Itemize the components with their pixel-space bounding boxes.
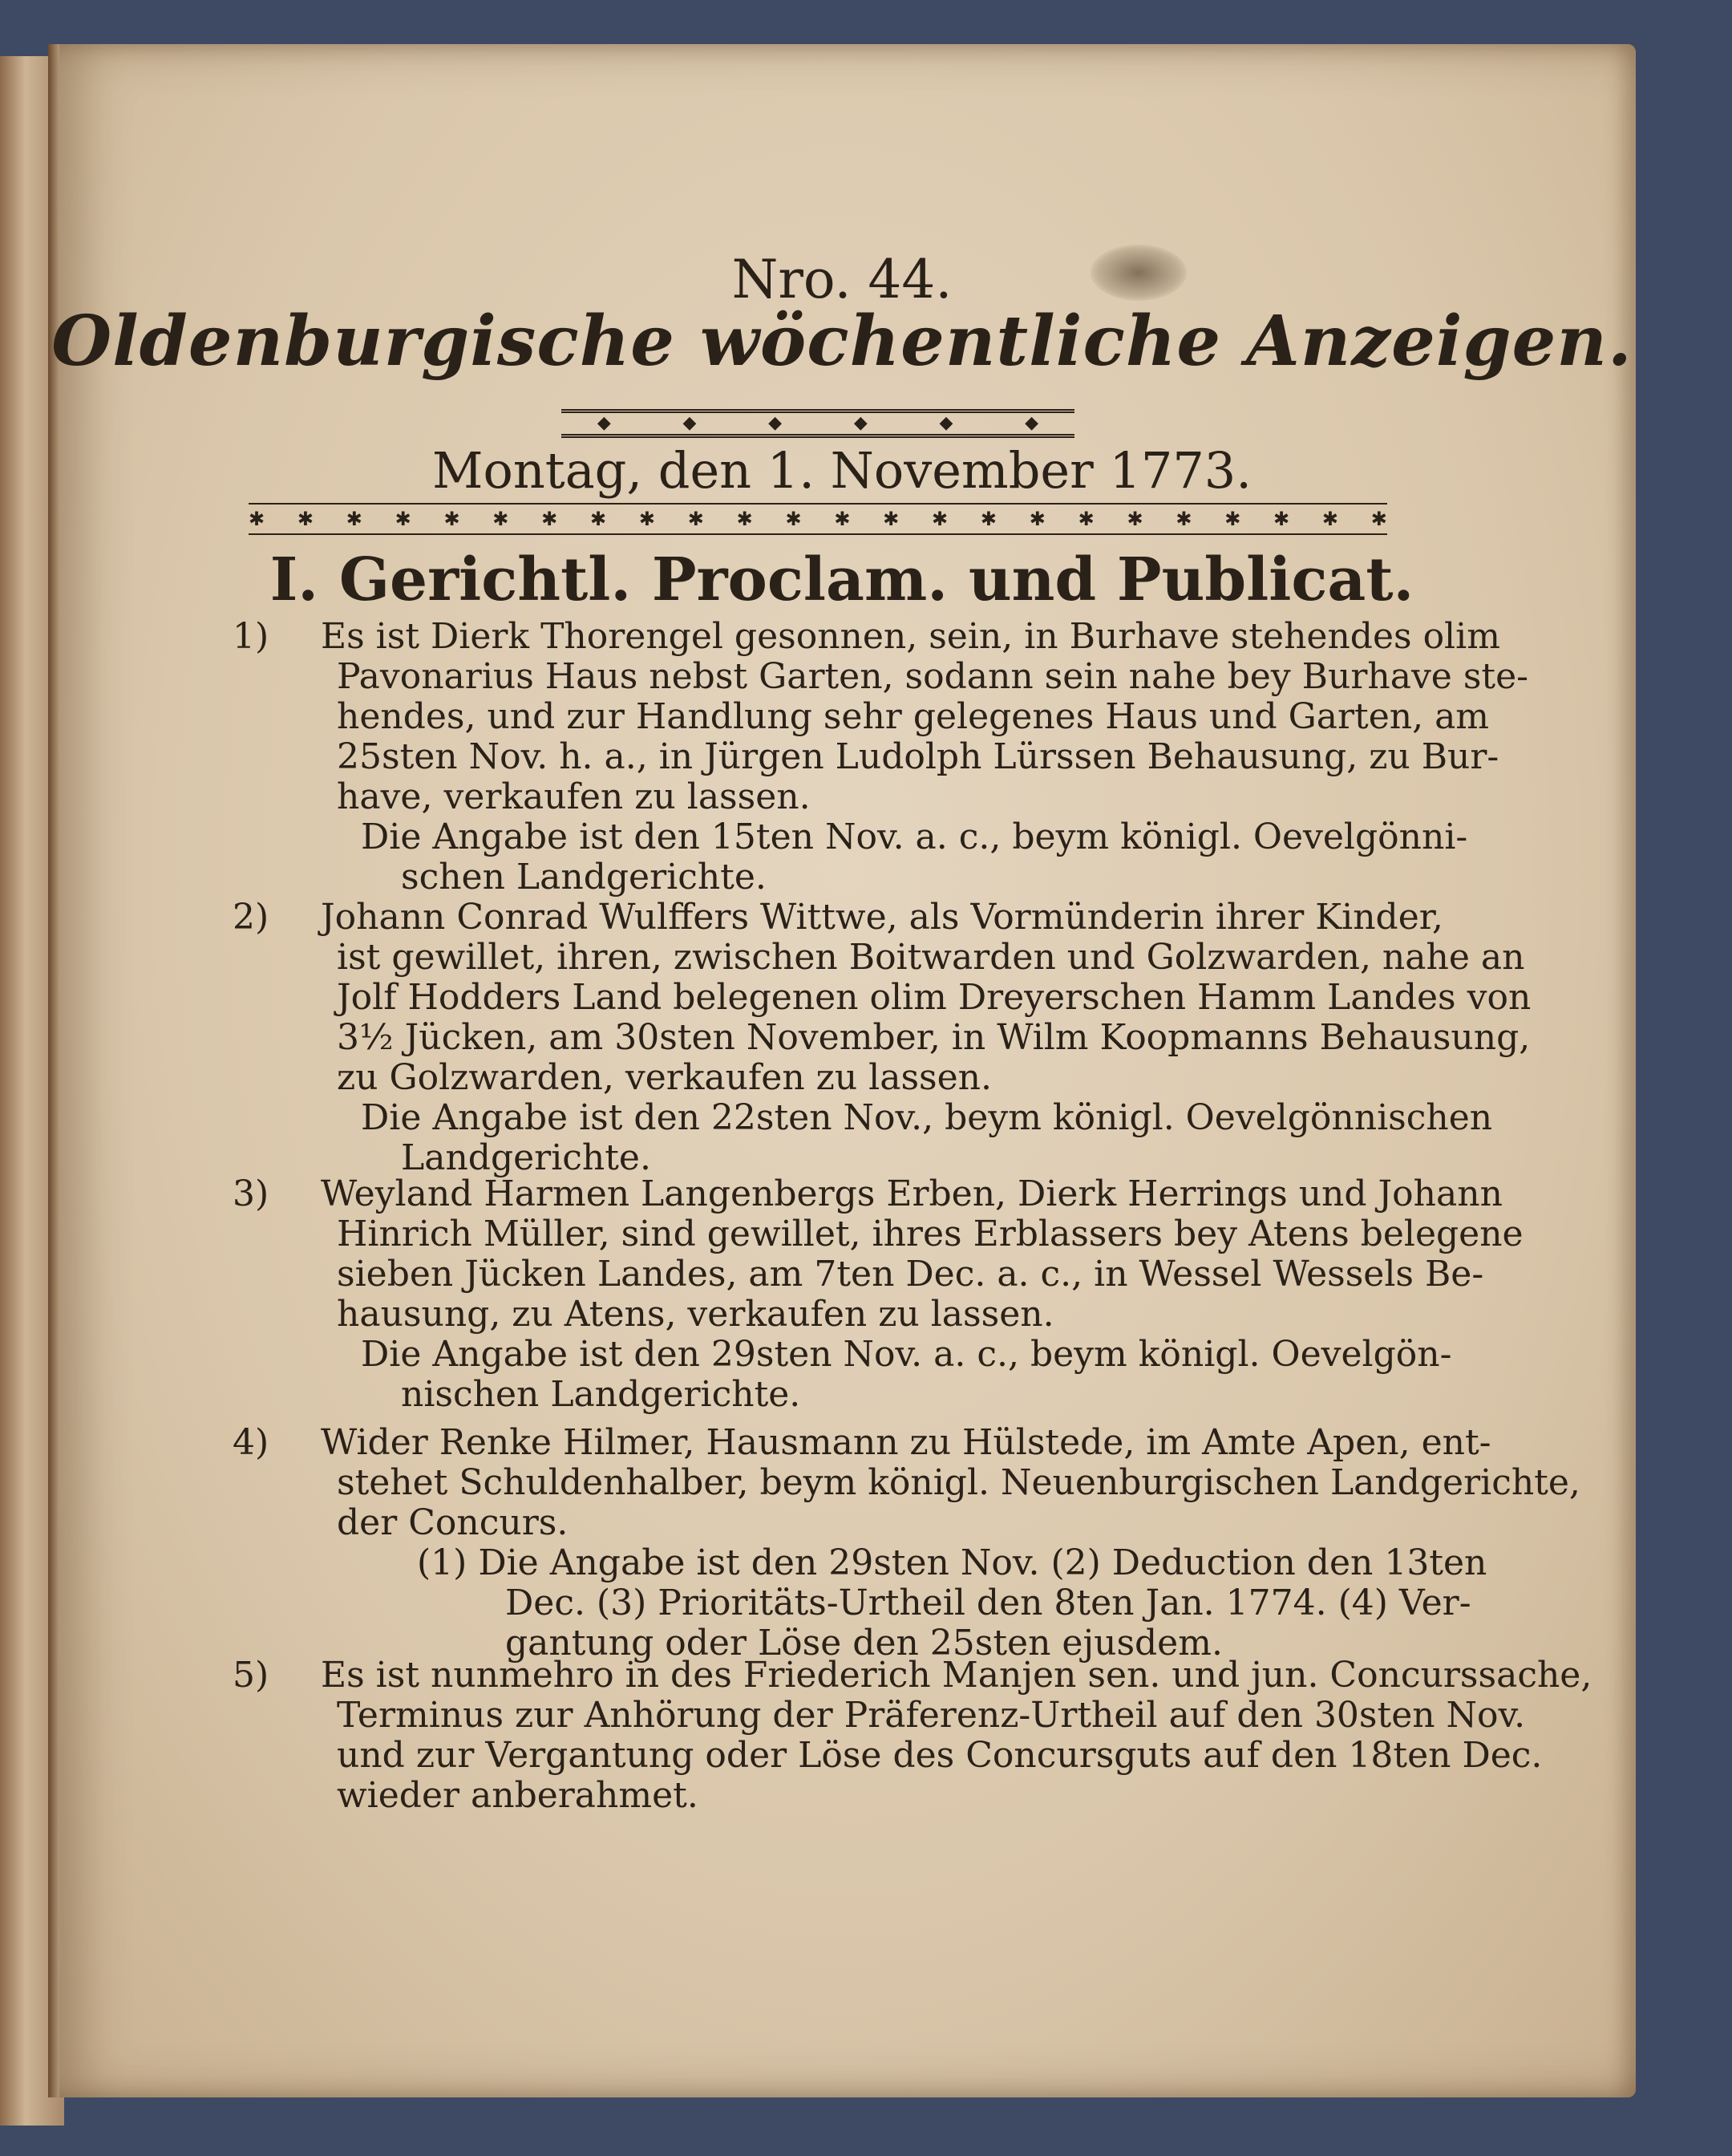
entry-line: Es ist Dierk Thorengel gesonnen, sein, in Burhave stehendes olim <box>321 616 1500 657</box>
star-ornament-icon: ✱ <box>1224 508 1241 530</box>
star-ornament-icon: ✱ <box>980 508 997 530</box>
entry-line: sieben Jücken Landes, am 7ten Dec. a. c., in Wessel Wessels Be- <box>337 1254 1484 1295</box>
entry-line: und zur Vergantung oder Löse des Concursguts auf den 18ten Dec. <box>337 1735 1543 1776</box>
entry-line: stehet Schuldenhalber, beym königl. Neuenburgischen Landgerichte, <box>337 1462 1580 1503</box>
issue-date: Montag, den 1. November 1773. <box>432 441 1252 500</box>
entry-line: Weyland Harmen Langenbergs Erben, Dierk Herrings und Johann <box>321 1173 1503 1214</box>
star-ornament-icon: ✱ <box>590 508 607 530</box>
star-ornament-icon: ✱ <box>638 508 655 530</box>
entry-number: 2) <box>233 897 269 938</box>
entry-line: der Concurs. <box>337 1502 569 1543</box>
entry-note-line: nischen Landgerichte. <box>401 1374 801 1415</box>
star-ornament-icon: ✱ <box>1176 508 1192 530</box>
entry-line: 25sten Nov. h. a., in Jürgen Ludolph Lürssen Behausung, zu Bur- <box>337 736 1499 777</box>
entry-line: Johann Conrad Wulffers Wittwe, als Vormünderin ihrer Kinder, <box>321 897 1443 938</box>
shell-ornament-icon: ◆ <box>682 413 697 433</box>
star-ornament-icon: ✱ <box>346 508 362 530</box>
entry-number: 4) <box>233 1422 269 1463</box>
star-ornament-icon: ✱ <box>1321 508 1339 530</box>
entry-note-line: Landgerichte. <box>401 1137 651 1178</box>
star-ornament-icon: ✱ <box>541 508 558 530</box>
newspaper-page <box>48 44 1636 2097</box>
star-ornament-icon: ✱ <box>1127 508 1143 530</box>
entry-line: hendes, und zur Handlung sehr gelegenes Haus und Garten, am <box>337 696 1490 737</box>
issue-number: Nro. 44. <box>731 249 953 310</box>
shell-ornament-icon: ◆ <box>1025 413 1039 433</box>
star-ornament-icon: ✱ <box>834 508 851 530</box>
shell-ornament-icon: ◆ <box>939 413 953 433</box>
star-ornament-icon: ✱ <box>932 508 949 530</box>
entry-note-line: (1) Die Angabe ist den 29sten Nov. (2) Deduction den 13ten <box>417 1542 1487 1583</box>
entry-line: Wider Renke Hilmer, Hausmann zu Hülstede, im Amte Apen, ent- <box>321 1422 1491 1463</box>
entry-note-line: Die Angabe ist den 29sten Nov. a. c., beym königl. Oevelgön- <box>361 1334 1452 1375</box>
masthead-title: Oldenburgische wöchentliche Anzeigen. <box>51 301 1633 382</box>
entry-number: 3) <box>233 1173 269 1214</box>
star-ornament-icon: ✱ <box>883 508 900 530</box>
star-ornament-icon: ✱ <box>443 508 460 530</box>
entry-line: Jolf Hodders Land belegenen olim Dreyerschen Hamm Landes von <box>337 977 1532 1018</box>
entry-line: 3½ Jücken, am 30sten November, in Wilm Koopmanns Behausung, <box>337 1017 1531 1058</box>
entry-number: 1) <box>233 616 269 657</box>
entry-note-line: schen Landgerichte. <box>401 857 767 898</box>
entry-note-line: Dec. (3) Prioritäts-Urtheil den 8ten Jan. 1774. (4) Ver- <box>505 1583 1471 1623</box>
star-ornament-icon: ✱ <box>1029 508 1046 530</box>
star-ornament-icon: ✱ <box>395 508 411 530</box>
proclamation-list <box>48 44 1636 2097</box>
entry-line: zu Golzwarden, verkaufen zu lassen. <box>337 1057 992 1098</box>
entry-line: Hinrich Müller, sind gewillet, ihres Erblassers bey Atens belegene <box>337 1214 1524 1254</box>
entry-note-line: Die Angabe ist den 22sten Nov., beym königl. Oevelgönnischen <box>361 1097 1493 1138</box>
entry-line: Es ist nunmehro in des Friederich Manjen sen. und jun. Concurssache, <box>321 1655 1592 1696</box>
section-heading: I. Gerichtl. Proclam. und Publicat. <box>269 545 1414 614</box>
star-ornament-icon: ✱ <box>687 508 704 530</box>
star-ornament-icon: ✱ <box>297 508 314 530</box>
star-ornament-icon: ✱ <box>1370 508 1387 530</box>
shell-ornament-icon: ◆ <box>853 413 868 433</box>
star-ornament-icon: ✱ <box>492 508 509 530</box>
shell-ornament-icon: ◆ <box>768 413 783 433</box>
star-ornament-icon: ✱ <box>785 508 802 530</box>
entry-line: ist gewillet, ihren, zwischen Boitwarden und Golzwarden, nahe an <box>337 937 1525 978</box>
entry-line: wieder anberahmet. <box>337 1775 698 1816</box>
star-ornament-icon: ✱ <box>736 508 753 530</box>
entry-number: 5) <box>233 1655 269 1696</box>
star-ornament-icon: ✱ <box>249 508 265 530</box>
entry-line: Terminus zur Anhörung der Präferenz-Urtheil auf den 30sten Nov. <box>337 1695 1526 1736</box>
star-ornament-icon: ✱ <box>1273 508 1290 530</box>
entry-note-line: gantung oder Löse den 25sten ejusdem. <box>505 1623 1223 1664</box>
entry-line: Pavonarius Haus nebst Garten, sodann sein nahe bey Burhave ste- <box>337 656 1528 697</box>
entry-note-line: Die Angabe ist den 15ten Nov. a. c., beym königl. Oevelgönni- <box>361 817 1468 857</box>
entry-line: have, verkaufen zu lassen. <box>337 776 811 817</box>
shell-ornament-icon: ◆ <box>597 413 611 433</box>
entry-line: hausung, zu Atens, verkaufen zu lassen. <box>337 1294 1054 1335</box>
star-ornament-icon: ✱ <box>1078 508 1095 530</box>
